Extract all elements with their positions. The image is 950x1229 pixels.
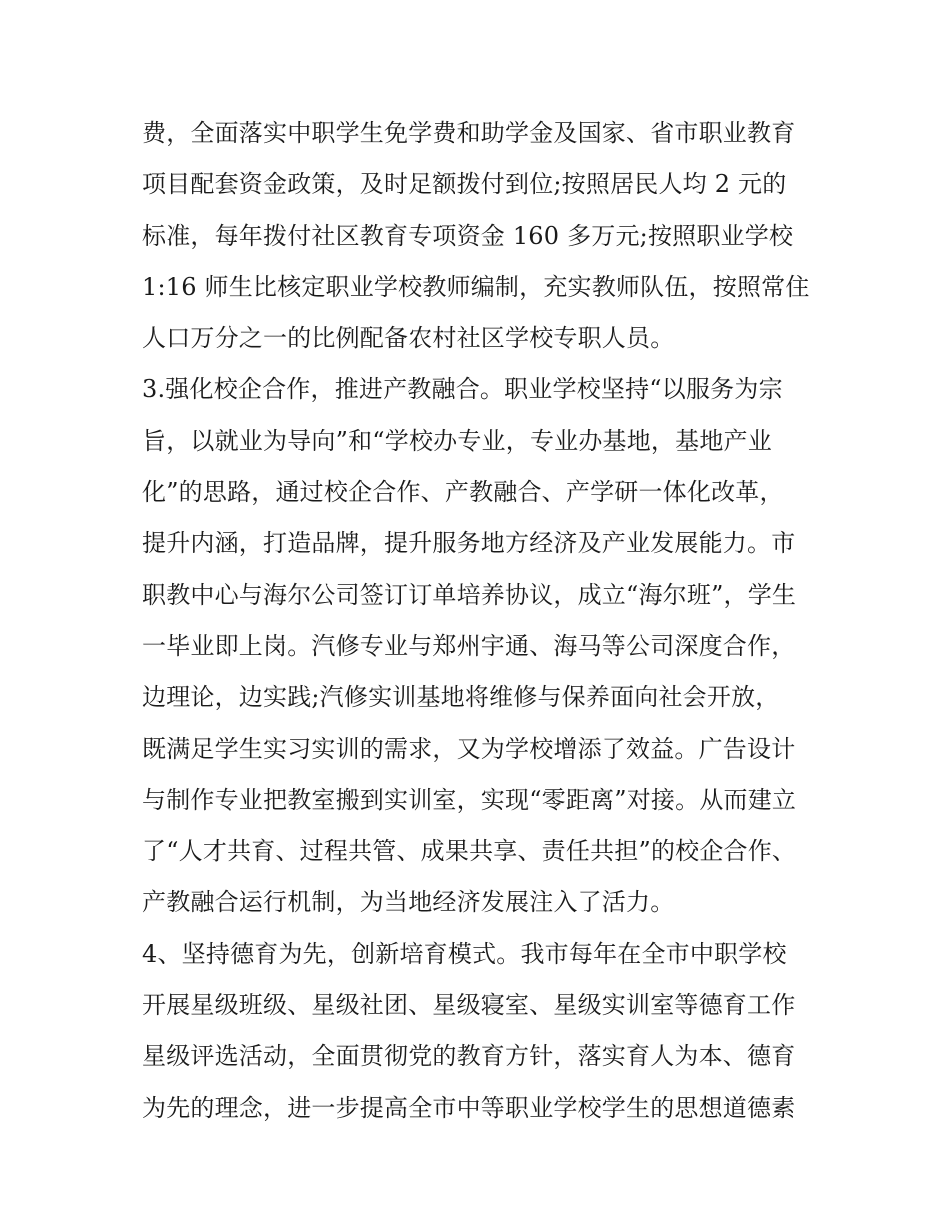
text-line: 职教中心与海尔公司签订订单培养协议，成立“海尔班”，学生: [142, 580, 797, 609]
text-line: 项目配套资金政策，及时足额拨付到位;按照居民人均 2 元的: [142, 170, 787, 199]
text-line: 开展星级班级、星级社团、星级寝室、星级实训室等德育工作: [142, 991, 796, 1020]
section-4-heading-line: 4、坚持德育为先，创新培育模式。我市每年在全市中职学校: [142, 939, 787, 968]
text-line: 旨，以就业为导向”和“学校办专业，专业办基地，基地产业: [142, 426, 772, 455]
text-line: 为先的理念，进一步提高全市中等职业学校学生的思想道德素: [142, 1093, 796, 1122]
text-line: 与制作专业把教室搬到实训室，实现“零距离”对接。从而建立: [142, 785, 797, 814]
text-line: 费，全面落实中职学生免学费和助学金及国家、省市职业教育: [142, 119, 796, 147]
text-line: 既满足学生实习实训的需求，又为学校增添了效益。广告设计: [142, 734, 796, 763]
section-3-heading-line: 3.强化校企合作，推进产教融合。职业学校坚持“以服务为宗: [142, 375, 783, 404]
text-line: 标准，每年拨付社区教育专项资金 160 多万元;按照职业学校: [142, 221, 794, 250]
text-line: 了“人才共育、过程共管、成果共享、责任共担”的校企合作、: [142, 837, 797, 866]
text-line: 1:16 师生比核定职业学校教师编制，充实教师队伍，按照常住: [142, 272, 810, 301]
text-line: 星级评选活动，全面贯彻党的教育方针，落实育人为本、德育: [142, 1042, 796, 1071]
text-line: 一毕业即上岗。汽修专业与郑州宇通、海马等公司深度合作，: [142, 631, 796, 660]
text-line: 化”的思路，通过校企合作、产教融合、产学研一体化改革，: [142, 478, 784, 507]
text-line: 提升内涵，打造品牌，提升服务地方经济及产业发展能力。市: [142, 529, 796, 558]
text-line: 产教融合运行机制，为当地经济发展注入了活力。: [142, 888, 675, 917]
text-line: 人口万分之一的比例配备农村社区学校专职人员。: [142, 324, 675, 353]
body-text: [142, 108, 822, 1134]
text-line: 边理论，边实践;汽修实训基地将维修与保养面向社会开放，: [142, 683, 780, 712]
